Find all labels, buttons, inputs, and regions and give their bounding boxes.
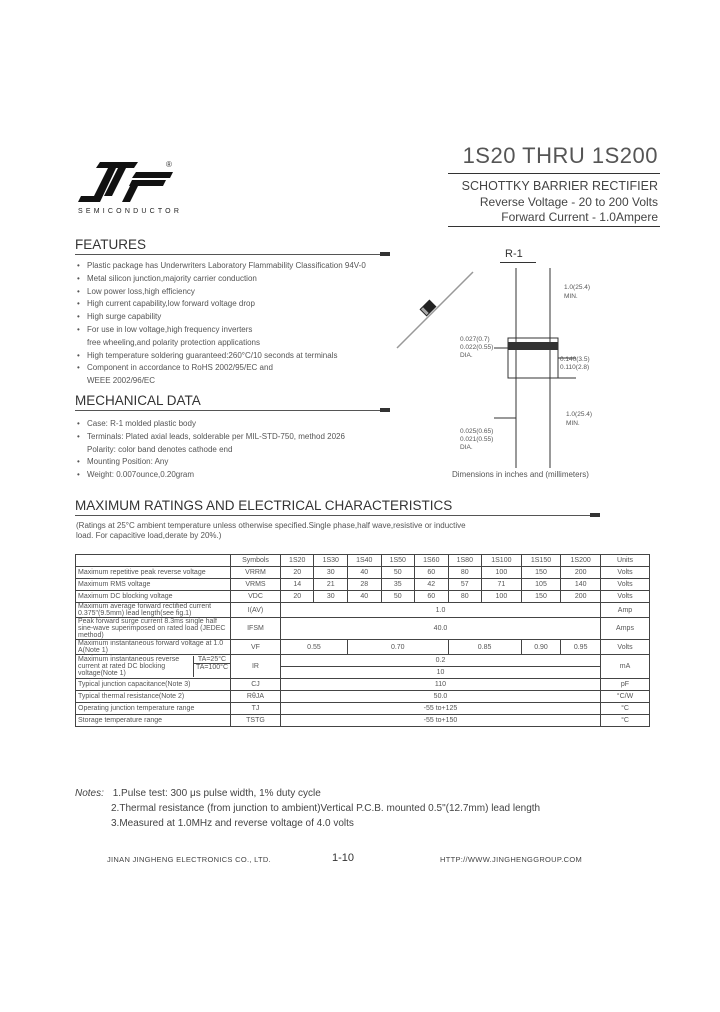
footer-url: HTTP://WWW.JINGHENGGROUP.COM (440, 855, 583, 864)
table-row: Maximum DC blocking voltage VDC 20 30 40 50 60 80 100 150 200 Volts (76, 591, 650, 603)
dim-lead-dia: 0.027(0.7) 0.022(0.55) DIA. (460, 336, 494, 359)
brand-text: SEMICONDUCTOR (78, 208, 183, 215)
table-row: Maximum instantaneous forward voltage at 1.0 A(Note 1) VF 0.55 0.70 0.85 0.90 0.95 Volts (76, 640, 650, 655)
ratings-bar (590, 513, 600, 517)
mechanical-heading: MECHANICAL DATA (75, 393, 201, 408)
list-item: • Weight: 0.007ounce,0.20gram (77, 470, 195, 480)
features-underline (75, 254, 385, 255)
list-item: • High surge capability (77, 312, 162, 322)
table-row: Maximum instantaneous reverse current at rated DC blocking voltage(Note 1) TA=25°C TA=100°C IR 0.2 mA (76, 655, 650, 667)
note-2: 2.Thermal resistance (from junction to ambient)Vertical P.C.B. mounted 0.5"(12.7mm) lead length (111, 803, 541, 814)
notes-label: Notes: (75, 788, 104, 799)
list-item: • Mounting Position: Any (77, 457, 169, 467)
footer-company: JINAN JINGHENG ELECTRONICS CO., LTD. (107, 855, 272, 864)
notes (75, 786, 540, 831)
list-item: WEEE 2002/96/EC (87, 376, 156, 386)
mechanical-underline (75, 410, 385, 411)
dimensions-caption: Dimensions in inches and (millimeters) (452, 470, 589, 479)
table-row: Maximum RMS voltage VRMS 14 21 28 35 42 57 71 105 140 Volts (76, 579, 650, 591)
table-row: Maximum average forward rectified current 0.375"(9.5mm) lead length(see fig.1) I(AV) 1.0 Amp (76, 603, 650, 618)
company-logo (78, 162, 178, 204)
dim-lead-bottom: 1.0(25.4) MIN. (566, 411, 593, 427)
ratings-note: (Ratings at 25°C ambient temperature unless otherwise specified.Single phase,half wave,resistive or inductive load. For capacitive load,derate by 20%.) (76, 521, 466, 540)
table-row: 10 (76, 667, 650, 679)
list-item: • Terminals: Plated axial leads, solderable per MIL-STD-750, method 2026 (77, 431, 345, 441)
list-item: free wheeling,and polarity protection applications (87, 337, 260, 347)
table-header-row: Symbols 1S20 1S30 1S40 1S50 1S60 1S80 1S100 1S150 1S200 Units (76, 555, 650, 567)
note-3: 3.Measured at 1.0MHz and reverse voltage of 4.0 volts (111, 818, 354, 829)
list-item: • High current capability,low forward voltage drop (77, 299, 255, 309)
table-row: Storage temperature range TSTG -55 to+150 °C (76, 715, 650, 727)
list-item: • Plastic package has Underwriters Laboratory Flammability Classification 94V-0 (77, 261, 366, 270)
features-heading: FEATURES (75, 237, 147, 252)
dim-body-len: 0.140(3.5) 0.110(2.8) (560, 356, 590, 371)
forward-current: Forward Current - 1.0Ampere (501, 210, 658, 224)
ratings-underline (75, 515, 595, 516)
page-title: 1S20 THRU 1S200 (462, 143, 658, 168)
package-name-underline (500, 262, 536, 263)
ratings-heading: MAXIMUM RATINGS AND ELECTRICAL CHARACTERISTICS (75, 498, 453, 513)
list-item: • Case: R-1 molded plastic body (77, 419, 196, 428)
package-name: R-1 (505, 248, 523, 260)
reverse-voltage: Reverse Voltage - 20 to 200 Volts (479, 195, 658, 209)
mechanical-list (77, 418, 345, 482)
dim-body-dia: 0.025(0.65) 0.021(0.55) DIA. (460, 428, 494, 451)
mechanical-bar (380, 408, 390, 412)
table-row: Peak forward surge current 8.3ms single half sine-wave superimposed on rated load (JEDEC method) IFSM 40.0 Amps (76, 618, 650, 640)
dim-lead-top: 1.0(25.4) MIN. (564, 284, 591, 300)
ratings-table (75, 554, 650, 727)
list-item: • Metal silicon junction,majority carrier conduction (77, 273, 257, 283)
list-item: • Component in accordance to RoHS 2002/95/EC and (77, 363, 273, 373)
table-row: Maximum repetitive peak reverse voltage VRRM 20 30 40 50 60 80 100 150 200 Volts (76, 567, 650, 579)
table-row: Operating junction temperature range TJ -55 to+125 °C (76, 703, 650, 715)
registered-mark: ® (166, 160, 172, 169)
features-bar (380, 252, 390, 256)
table-row: Typical junction capacitance(Note 3) CJ 110 pF (76, 679, 650, 691)
features-list (77, 260, 366, 388)
table-row: Typical thermal resistance(Note 2) RθJA 50.0 °C/W (76, 691, 650, 703)
list-item: • High temperature soldering guaranteed:260°C/10 seconds at terminals (77, 350, 338, 360)
list-item: • For use in low voltage,high frequency inverters (77, 324, 253, 334)
subtitle: SCHOTTKY BARRIER RECTIFIER (461, 179, 658, 193)
subtitle-divider (448, 226, 660, 227)
note-1: 1.Pulse test: 300 μs pulse width, 1% duty cycle (112, 788, 321, 799)
list-item: Polarity: color band denotes cathode end (87, 444, 233, 454)
title-divider (448, 173, 660, 174)
footer-page: 1-10 (332, 852, 355, 864)
list-item: • Low power loss,high efficiency (77, 286, 195, 296)
